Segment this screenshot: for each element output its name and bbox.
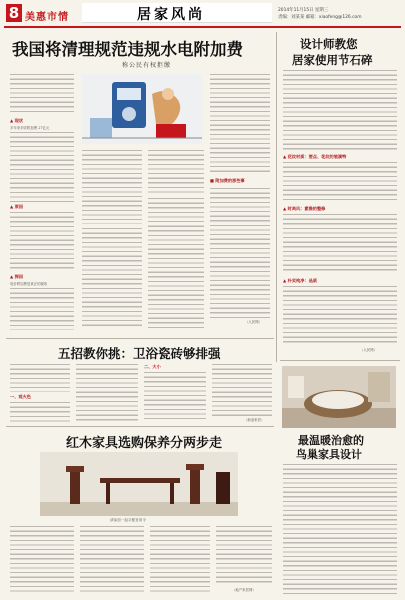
main-col-1b [10, 132, 74, 202]
furniture-col-2 [80, 526, 144, 594]
section-c-label: ▲ 探因 [10, 274, 24, 279]
section-name: 美惠市情 [25, 12, 69, 23]
column-title: 居家风尚 [137, 7, 205, 23]
bathroom-headline-1: 最温暖治愈的 [298, 434, 364, 447]
section-d-label: ■ 附加费的那些事 [210, 178, 245, 183]
main-col-3b [148, 198, 204, 328]
main-col-1d [10, 288, 74, 330]
main-col-3 [148, 150, 204, 194]
right-headline-2: 居家使用节石碎 [292, 53, 373, 67]
header-rule [4, 26, 401, 28]
right-col-d [283, 286, 397, 346]
right-sub-3: ▲ 朴实纯净：品质 [283, 278, 317, 283]
tile-top-rule [6, 338, 274, 339]
section-a-label: ▲ 现状 [10, 118, 24, 123]
right-col-b [283, 162, 397, 202]
tile-col-2 [76, 364, 138, 422]
main-col-1 [10, 74, 74, 114]
furniture-headline: 红木家具选购保养分两步走 [66, 436, 223, 451]
tile-col-1 [10, 364, 70, 392]
page-header [0, 0, 405, 30]
tile-author: （新浪家居） [244, 418, 265, 422]
furniture-col-1 [10, 526, 74, 594]
furniture-author: （地产家居网） [232, 588, 256, 592]
main-headline: 我国将清理规范违规水电附加费 [12, 40, 243, 59]
right-col-a [283, 70, 397, 150]
main-col-4b [210, 188, 270, 318]
main-author: （人民网） [245, 320, 262, 324]
main-subhead: 称公民有权拒缴 [122, 62, 172, 69]
bird-nest-bathroom-photo [282, 366, 396, 428]
right-col-c [283, 214, 397, 274]
furniture-col-3 [150, 526, 210, 594]
editor-line: 责编：刘某某 邮箱：xiaofeng@126.com [278, 15, 362, 20]
column-divider [276, 32, 277, 362]
bathroom-headline-2: 鸟巢家具设计 [296, 448, 362, 461]
main-col-4 [210, 74, 270, 174]
furniture-top-rule [6, 426, 274, 427]
furniture-caption: 请参加一起买便宜用今 [110, 518, 146, 522]
tile-col-1b [10, 402, 70, 422]
tile-headline: 五招教你挑：卫浴瓷砖够排强 [58, 346, 221, 361]
tile-sub-1: 一、观火色 [10, 394, 31, 399]
furniture-col-4 [216, 526, 272, 586]
section-a-sub: 多年来多收附加费 27亿元 [10, 126, 50, 130]
right-sub-2: ▲ 时尚风：素雅的整修 [283, 206, 326, 211]
furniture-photo [40, 452, 238, 516]
main-col-2b [82, 228, 142, 328]
right-headline-1: 设计师教您 [300, 37, 358, 51]
bathroom-col [283, 464, 397, 594]
section-c-sub: 电价附加费是真正的税收 [10, 282, 48, 286]
main-col-1c [10, 212, 74, 272]
bathroom-top-rule [280, 360, 400, 361]
date-line: 2014年11月15日 星期三 [278, 8, 329, 13]
page-number: 8 [6, 4, 22, 22]
section-b-label: ▲ 原因 [10, 204, 24, 209]
tile-col-3 [144, 372, 206, 422]
tile-sub-2: 二、大小 [144, 364, 161, 369]
main-col-2 [82, 150, 142, 224]
meter-cartoon-illustration [82, 74, 202, 144]
right-author: （人民网） [360, 348, 377, 352]
right-sub-1: ▲ 花纹材质：要点、花纹的装潢特 [283, 154, 347, 159]
tile-col-4 [212, 364, 272, 416]
column-title-banner [82, 3, 272, 23]
